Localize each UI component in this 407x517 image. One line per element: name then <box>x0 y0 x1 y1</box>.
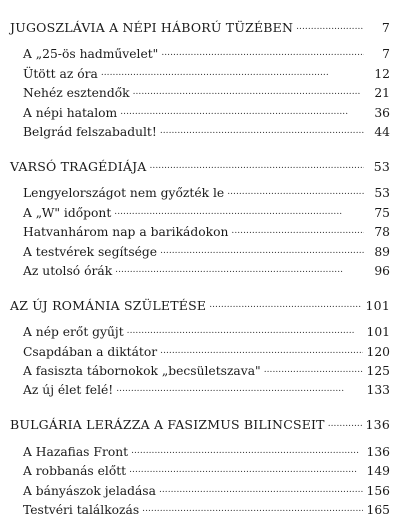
dot-leader <box>296 20 364 34</box>
toc-section <box>0 292 407 398</box>
entry-title: A népi hatalom <box>23 105 118 120</box>
entry-title: A „W" időpont <box>23 205 112 220</box>
entry-page-number: 89 <box>374 244 390 259</box>
dot-leader <box>231 224 364 238</box>
dot-leader <box>101 66 364 80</box>
chapter-heading <box>10 14 390 35</box>
entry-title: Lengyelországot nem győzték le <box>23 186 225 201</box>
chapter-title: BULGÁRIA LERÁZZA A FASIZMUS BILINCSEIT <box>10 417 325 433</box>
entry-title: A „25-ös hadművelet" <box>23 47 159 62</box>
toc-entry <box>23 42 390 61</box>
entry-title: Hatvanhárom nap a barikádokon <box>23 225 229 240</box>
dot-leader <box>133 85 364 99</box>
entry-title: A Hazafias Front <box>23 444 129 459</box>
chapter-heading <box>10 411 390 432</box>
entry-page-number: 120 <box>366 344 390 359</box>
dot-leader <box>160 344 362 358</box>
entry-page-number: 136 <box>366 444 390 459</box>
entry-title: Ütött az óra <box>23 66 98 81</box>
entry-page-number: 36 <box>374 105 390 120</box>
entry-title: Testvéri találkozás <box>23 503 140 517</box>
toc-entry <box>23 459 390 478</box>
toc-entry <box>23 439 390 458</box>
chapter-title: JUGOSZLÁVIA A NÉPI HÁBORÚ TÜZÉBEN <box>10 20 294 35</box>
dot-leader <box>159 483 363 497</box>
toc-entry <box>23 100 390 119</box>
toc-section <box>0 411 407 517</box>
chapter-page-number: 101 <box>365 297 390 313</box>
toc-entry <box>23 181 390 200</box>
entry-title: Az új élet felé! <box>23 383 114 398</box>
dot-leader <box>328 417 362 431</box>
chapter-page-number: 53 <box>373 158 390 174</box>
toc-entry <box>23 339 390 358</box>
toc-entry <box>23 239 390 258</box>
toc-section <box>0 153 407 278</box>
toc-entry <box>23 498 390 517</box>
entry-title: A bányászok jeladása <box>23 483 156 498</box>
entry-page-number: 133 <box>366 383 390 398</box>
entry-page-number: 78 <box>374 225 390 240</box>
entry-page-number: 165 <box>366 503 390 517</box>
dot-leader <box>160 244 364 258</box>
entry-title: A testvérek segítsége <box>23 244 158 259</box>
dot-leader <box>127 324 363 338</box>
entry-page-number: 21 <box>374 86 390 101</box>
dot-leader <box>131 444 362 458</box>
toc-entry <box>23 359 390 378</box>
toc-entry <box>23 61 390 80</box>
toc-entry <box>23 200 390 219</box>
chapter-title: VARSÓ TRAGÉDIÁJA <box>10 158 147 174</box>
entry-title: A nép erőt gyűjt <box>23 325 124 340</box>
entry-page-number: 96 <box>374 263 390 278</box>
dot-leader <box>120 105 364 119</box>
entry-title: Csapdában a diktátor <box>23 344 158 359</box>
dot-leader <box>129 463 362 477</box>
dot-leader <box>264 363 363 377</box>
toc-entry <box>23 220 390 239</box>
chapter-heading <box>10 153 390 174</box>
entry-page-number: 149 <box>366 464 390 479</box>
toc-section <box>0 14 407 139</box>
entry-page-number: 125 <box>366 364 390 379</box>
dot-leader <box>209 298 361 312</box>
entry-title: A fasiszta tábornokok „becsületszava" <box>23 364 261 379</box>
entry-page-number: 12 <box>374 66 390 81</box>
entry-title: Nehéz esztendők <box>23 86 130 101</box>
entry-page-number: 44 <box>374 124 390 139</box>
dot-leader <box>142 502 362 516</box>
dot-leader <box>161 46 364 60</box>
chapter-heading <box>10 292 390 313</box>
toc-entry <box>23 320 390 339</box>
toc-entry <box>23 378 390 397</box>
entry-page-number: 75 <box>374 205 390 220</box>
toc-entry <box>23 259 390 278</box>
entry-title: Az utolsó órák <box>23 263 113 278</box>
entry-page-number: 7 <box>382 47 390 62</box>
dot-leader <box>227 185 364 199</box>
entry-page-number: 53 <box>374 186 390 201</box>
entry-page-number: 101 <box>366 325 390 340</box>
toc-entry <box>23 478 390 497</box>
dot-leader <box>160 124 364 138</box>
toc-entry <box>23 120 390 139</box>
dot-leader <box>150 159 364 173</box>
entry-title: Belgrád felszabadult! <box>23 124 157 139</box>
chapter-page-number: 7 <box>381 20 390 35</box>
dot-leader <box>114 205 364 219</box>
chapter-page-number: 136 <box>365 417 390 433</box>
chapter-title: AZ ÚJ ROMÁNIA SZÜLETÉSE <box>10 297 207 313</box>
dot-leader <box>115 263 364 277</box>
entry-title: A robbanás előtt <box>23 464 127 479</box>
entry-page-number: 156 <box>366 483 390 498</box>
dot-leader <box>116 382 362 396</box>
toc-entry <box>23 81 390 100</box>
